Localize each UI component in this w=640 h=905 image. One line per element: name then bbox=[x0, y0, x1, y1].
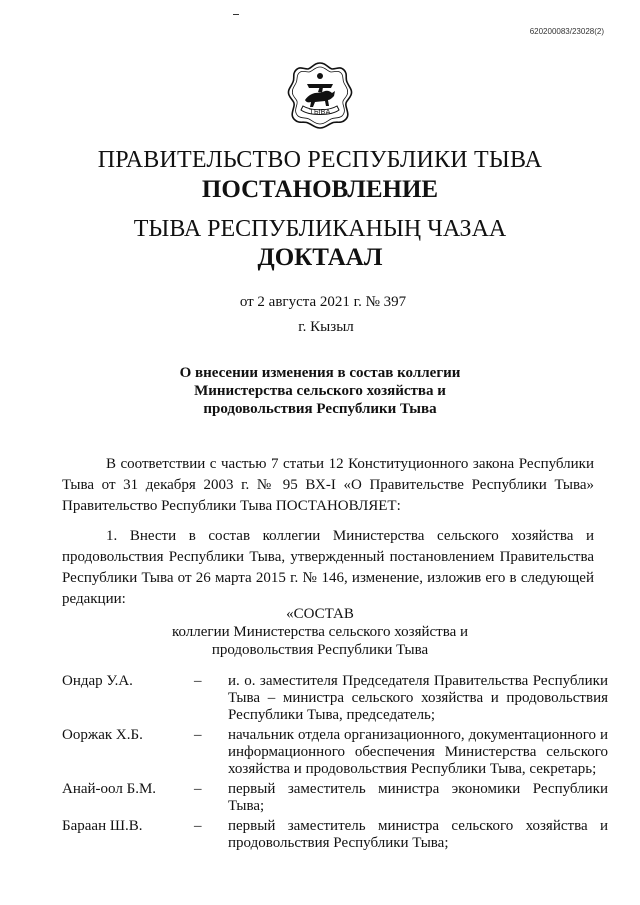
member-role: первый заместитель министра сельского хозяйства и продовольствия Республики Тыва; bbox=[228, 818, 608, 851]
government-title: ПРАВИТЕЛЬСТВО РЕСПУБЛИКИ ТЫВА bbox=[97, 147, 543, 173]
members-list bbox=[62, 673, 608, 855]
decree-date-number: от 2 августа 2021 г. № 397 bbox=[239, 294, 407, 310]
decree-city: г. Кызыл bbox=[298, 319, 354, 335]
document-code: 620200083/23028(2) bbox=[529, 27, 604, 36]
decree-title: ПОСТАНОВЛЕНИЕ bbox=[201, 176, 439, 203]
member-dash: – bbox=[194, 781, 202, 797]
composition-title-line: продовольствия Республики Тыва bbox=[211, 642, 429, 658]
member-role: и. о. заместителя Председателя Правительства Республики Тыва – министра сельского хозяйства и продовольствия Республики Тыва, председатель; bbox=[228, 673, 608, 723]
tyva-decree-title: ДОКТААЛ bbox=[257, 244, 383, 271]
tyva-coat-of-arms-icon bbox=[285, 60, 355, 130]
member-name: Ондар У.А. bbox=[62, 673, 133, 689]
decree-subject bbox=[0, 364, 640, 418]
clause-1-paragraph: 1. Внести в состав коллегии Министерства сельского хозяйства и продовольствия Республики Тыва, утвержденный постановлением Правительства Республики Тыва от 26 марта 2015 г. № 146, изменение, изложив его в следующей редакции: bbox=[62, 528, 594, 607]
composition-title-line: коллегии Министерства сельского хозяйства и bbox=[171, 624, 469, 640]
preamble-paragraph: В соответствии с частью 7 статьи 12 Конституционного закона Республики Тыва от 31 декабря 2003 г. № 95 ВХ-I «О Правительстве Республики Тыва» Правительство Республики Тыва ПОСТАНОВЛЯЕТ: bbox=[62, 456, 594, 514]
tyva-government-title: ТЫВА РЕСПУБЛИКАНЫҢ ЧАЗАА bbox=[133, 216, 507, 242]
member-name: Ооржак Х.Б. bbox=[62, 727, 143, 743]
member-role: первый заместитель министра экономики Республики Тыва; bbox=[228, 781, 608, 814]
member-name: Анай-оол Б.М. bbox=[62, 781, 157, 797]
member-dash: – bbox=[194, 727, 202, 743]
member-row bbox=[62, 818, 608, 852]
member-dash: – bbox=[194, 673, 202, 689]
emblem-label: ТЫВА bbox=[309, 109, 331, 116]
member-row bbox=[62, 727, 608, 778]
subject-line: Министерства сельского хозяйства и bbox=[194, 383, 446, 399]
subject-line: О внесении изменения в состав коллегии bbox=[179, 365, 461, 381]
member-row bbox=[62, 673, 608, 724]
member-dash: – bbox=[194, 818, 202, 834]
member-role: начальник отдела организационного, документационного и информационного обеспечения Министерства сельского хозяйства и продовольствия Республики Тыва, секретарь; bbox=[228, 727, 608, 777]
subject-line: продовольствия Республики Тыва bbox=[203, 401, 437, 417]
member-row bbox=[62, 781, 608, 815]
composition-title-line: «СОСТАВ bbox=[286, 606, 354, 622]
scan-mark bbox=[233, 14, 239, 15]
member-name: Бараан Ш.В. bbox=[62, 818, 143, 834]
composition-title bbox=[0, 605, 640, 659]
